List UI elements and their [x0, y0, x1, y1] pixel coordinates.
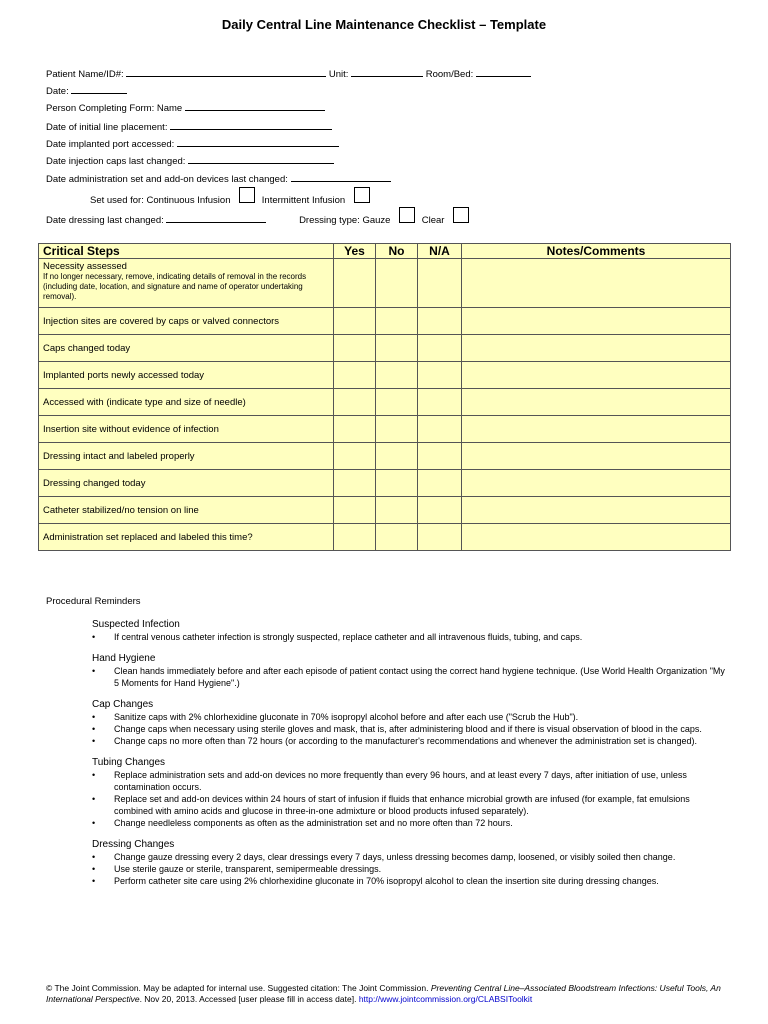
gauze-checkbox[interactable] — [399, 207, 415, 223]
room-field[interactable] — [476, 67, 531, 77]
initial-placement-label: Date of initial line placement: — [46, 122, 168, 133]
table-row — [39, 335, 731, 362]
notes-cell[interactable] — [462, 524, 731, 551]
bullet-item: • Use sterile gauze or sterile, transparent, semipermeable dressings. — [114, 863, 726, 875]
dressing-changed-label: Date dressing last changed: — [46, 215, 164, 226]
step-label: Implanted ports newly accessed today — [39, 362, 334, 389]
bullet-list — [92, 769, 726, 829]
yes-cell[interactable] — [334, 335, 376, 362]
bullet-item: • Sanitize caps with 2% chlorhexidine gluconate in 70% isopropyl alcohol before and after each use ("Scrub the Hub"). — [114, 711, 726, 723]
na-cell[interactable] — [418, 443, 462, 470]
notes-cell[interactable] — [462, 416, 731, 443]
footer-suffix: . Nov 20, 2013. Accessed [user please fill in access date]. — [139, 994, 357, 1004]
na-cell[interactable] — [418, 308, 462, 335]
na-cell[interactable] — [418, 416, 462, 443]
notes-cell[interactable] — [462, 362, 731, 389]
reminder-section — [92, 653, 726, 689]
bullet-item: • Clean hands immediately before and after each episode of patient contact using the correct hand hygiene technique. (Use World Health Organization "My 5 Moments for Hand Hygiene".) — [114, 665, 726, 689]
na-cell[interactable] — [418, 470, 462, 497]
na-cell[interactable] — [418, 335, 462, 362]
step-detail: If no longer necessary, remove, indicating details of removal in the records (including date, location, and signature and name of operator undertaking removal). — [43, 272, 307, 301]
person-row — [46, 101, 325, 114]
table-row — [39, 443, 731, 470]
section-heading: Tubing Changes — [92, 757, 166, 768]
bullet-item: • Change caps no more often than 72 hours (or according to the manufacturer's recommendations and whenever the administration set is changed). — [114, 735, 726, 747]
na-cell[interactable] — [418, 497, 462, 524]
step-cell — [39, 259, 334, 308]
yes-cell[interactable] — [334, 416, 376, 443]
footer-title: Preventing Central Line–Associated Bloodstream Infections: Useful Tools, An International Perspective — [46, 983, 721, 1004]
no-cell[interactable] — [376, 335, 418, 362]
header-notes: Notes/Comments — [462, 244, 731, 259]
injection-caps-field[interactable] — [188, 154, 334, 164]
room-label: Room/Bed: — [425, 69, 474, 80]
page-title: Daily Central Line Maintenance Checklist – Template — [221, 17, 547, 32]
continuous-label: Continuous Infusion — [146, 195, 231, 206]
clear-label: Clear — [421, 215, 445, 226]
section-heading: Cap Changes — [92, 699, 154, 710]
intermittent-checkbox[interactable] — [354, 187, 370, 203]
no-cell[interactable] — [376, 362, 418, 389]
admin-set-row — [46, 172, 391, 185]
table-row — [39, 259, 731, 308]
person-label: Person Completing Form: Name — [46, 103, 183, 114]
no-cell[interactable] — [376, 470, 418, 497]
intermittent-label: Intermittent Infusion — [261, 195, 346, 206]
notes-cell[interactable] — [462, 470, 731, 497]
critical-steps-table — [38, 243, 731, 551]
no-cell[interactable] — [376, 389, 418, 416]
implanted-port-field[interactable] — [177, 137, 339, 147]
notes-cell[interactable] — [462, 443, 731, 470]
table-row — [39, 524, 731, 551]
yes-cell[interactable] — [334, 443, 376, 470]
bullet-item: • If central venous catheter infection is strongly suspected, replace catheter and all intravenous fluids, tubing, and caps. — [114, 631, 726, 643]
implanted-port-label: Date implanted port accessed: — [46, 139, 175, 150]
step-label: Dressing changed today — [39, 470, 334, 497]
notes-cell[interactable] — [462, 335, 731, 362]
header-critical-steps: Critical Steps — [39, 244, 334, 259]
dressing-type-label: Dressing type: — [299, 215, 360, 226]
bullet-item: • Replace administration sets and add-on devices no more frequently than every 96 hours, and at least every 7 days, after initiation of use, unless contamination occurs. — [114, 769, 726, 793]
clear-checkbox[interactable] — [453, 207, 469, 223]
dressing-changed-field[interactable] — [166, 213, 266, 223]
no-cell[interactable] — [376, 497, 418, 524]
reminder-section — [92, 839, 726, 887]
table-row — [39, 416, 731, 443]
no-cell[interactable] — [376, 259, 418, 308]
no-cell[interactable] — [376, 308, 418, 335]
admin-set-field[interactable] — [291, 172, 391, 182]
bullet-item: • Perform catheter site care using 2% chlorhexidine gluconate in 70% isopropyl alcohol to clean the insertion site during dressing changes. — [114, 875, 726, 887]
bullet-list — [92, 851, 726, 887]
procedural-reminders — [46, 596, 726, 897]
injection-caps-label: Date injection caps last changed: — [46, 156, 186, 167]
table-row — [39, 308, 731, 335]
yes-cell[interactable] — [334, 362, 376, 389]
continuous-checkbox[interactable] — [239, 187, 255, 203]
step-label: Insertion site without evidence of infection — [39, 416, 334, 443]
header-yes: Yes — [334, 244, 376, 259]
yes-cell[interactable] — [334, 497, 376, 524]
na-cell[interactable] — [418, 524, 462, 551]
step-label: Dressing intact and labeled properly — [39, 443, 334, 470]
notes-cell[interactable] — [462, 259, 731, 308]
no-cell[interactable] — [376, 524, 418, 551]
section-heading: Dressing Changes — [92, 839, 175, 850]
yes-cell[interactable] — [334, 470, 376, 497]
dressing-row — [46, 207, 473, 226]
reminder-section — [92, 757, 726, 829]
table-row — [39, 362, 731, 389]
step-label: Caps changed today — [39, 335, 334, 362]
admin-set-label: Date administration set and add-on devices last changed: — [46, 174, 288, 185]
reminders-title: Procedural Reminders — [46, 596, 141, 607]
gauze-label: Gauze — [362, 215, 391, 226]
injection-caps-row — [46, 154, 334, 167]
yes-cell[interactable] — [334, 524, 376, 551]
step-label: Injection sites are covered by caps or valved connectors — [39, 308, 334, 335]
na-cell[interactable] — [418, 389, 462, 416]
notes-cell[interactable] — [462, 497, 731, 524]
bullet-list — [92, 665, 726, 689]
bullet-list — [92, 631, 726, 643]
notes-cell[interactable] — [462, 389, 731, 416]
patient-field[interactable] — [126, 67, 326, 77]
no-cell[interactable] — [376, 416, 418, 443]
set-used-label: Set used for: — [90, 195, 144, 206]
notes-cell[interactable] — [462, 308, 731, 335]
table-row — [39, 389, 731, 416]
bullet-item: • Change caps when necessary using sterile gloves and mask, that is, after administering blood and if there is visual observation of blood in the caps. — [114, 723, 726, 735]
section-heading: Hand Hygiene — [92, 653, 156, 664]
header-na: N/A — [418, 244, 462, 259]
date-label: Date: — [46, 86, 69, 97]
bullet-item: • Change needleless components as often as the administration set and no more often than 72 hours. — [114, 817, 726, 829]
reminder-section — [92, 699, 726, 747]
table-row — [39, 470, 731, 497]
table-row — [39, 497, 731, 524]
bullet-list — [92, 711, 726, 747]
implanted-port-row — [46, 137, 339, 150]
footer-prefix: © The Joint Commission. May be adapted for internal use. Suggested citation: The Joint Commission. — [46, 983, 429, 993]
patient-label: Patient Name/ID#: — [46, 69, 124, 80]
yes-cell[interactable] — [334, 308, 376, 335]
set-used-row — [90, 187, 374, 206]
na-cell[interactable] — [418, 259, 462, 308]
bullet-item: • Change gauze dressing every 2 days, clear dressings every 7 days, unless dressing becomes damp, loosened, or visibly soiled then change. — [114, 851, 726, 863]
step-label: Accessed with (indicate type and size of needle) — [39, 389, 334, 416]
na-cell[interactable] — [418, 362, 462, 389]
reminder-section — [92, 619, 726, 643]
yes-cell[interactable] — [334, 259, 376, 308]
table-header-row — [39, 244, 731, 259]
section-heading: Suspected Infection — [92, 619, 180, 630]
no-cell[interactable] — [376, 443, 418, 470]
initial-placement-field[interactable] — [170, 120, 332, 130]
date-field[interactable] — [71, 84, 127, 94]
person-field[interactable] — [185, 101, 325, 111]
header-no: No — [376, 244, 418, 259]
step-label: Necessity assessed — [43, 261, 127, 272]
footer-citation — [46, 983, 726, 1005]
patient-row — [46, 67, 531, 80]
unit-field[interactable] — [351, 67, 423, 77]
yes-cell[interactable] — [334, 389, 376, 416]
toolkit-link[interactable]: http://www.jointcommission.org/CLABSIToolkit — [358, 994, 533, 1004]
date-row — [46, 84, 127, 97]
initial-placement-row — [46, 120, 332, 133]
unit-label: Unit: — [328, 69, 349, 80]
step-label: Catheter stabilized/no tension on line — [39, 497, 334, 524]
step-label: Administration set replaced and labeled this time? — [39, 524, 334, 551]
bullet-item: • Replace set and add-on devices within 24 hours of start of infusion if fluids that enhance microbial growth are infused (for example, fat emulsions combined with amino acids and glucose in three-in-one admixture or blood products infused separately). — [114, 793, 726, 817]
